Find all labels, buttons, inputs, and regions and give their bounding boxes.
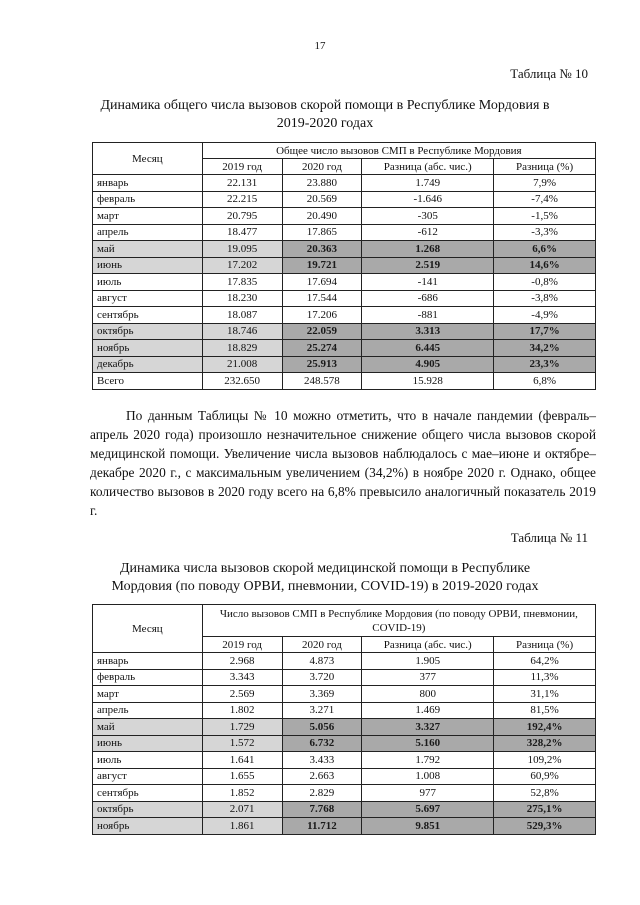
table11 xyxy=(92,604,596,835)
table-cell-pct: 192,4% xyxy=(494,719,596,736)
table-cell-month: август xyxy=(93,768,203,785)
table-cell-pct: 17,7% xyxy=(494,323,596,340)
table-cell-month: сентябрь xyxy=(93,307,203,324)
table-cell-y2019: 18.477 xyxy=(202,224,282,241)
table10-col-2020: 2020 год xyxy=(282,159,362,175)
table-cell-month: январь xyxy=(93,653,203,670)
table-cell-diff: 2.519 xyxy=(362,257,494,274)
table10-label: Таблица № 10 xyxy=(510,66,588,81)
table-cell-y2019: 22.131 xyxy=(202,175,282,192)
table-total-row xyxy=(93,373,596,390)
table-row xyxy=(93,290,596,307)
table-row xyxy=(93,785,596,802)
table-cell-pct: 109,2% xyxy=(494,752,596,769)
table-row xyxy=(93,307,596,324)
table-cell-month: октябрь xyxy=(93,323,203,340)
page-number: 17 xyxy=(314,40,326,52)
table-cell-diff: 6.445 xyxy=(362,340,494,357)
table-cell-y2020: 19.721 xyxy=(282,257,362,274)
table-cell-y2020: 6.732 xyxy=(282,735,362,752)
table-cell-y2020: 3.271 xyxy=(282,702,362,719)
table-cell-pct: -1,5% xyxy=(494,208,596,225)
table-cell-y2019: 2.071 xyxy=(202,801,282,818)
analysis-paragraph: По данным Таблицы № 10 можно отметить, что в начале пандемии (февраль–апрель 2020 года) произошло незначительное снижение общего числа вызовов скорой медицинской помощи. Увеличение числа вызовов наблюдалось с мае–июне и октябре–декабре 2020 г., с максимальным увеличением (34,2%) в ноябре 2020 г. Однако, общее количество вызовов в 2020 году всего на 6,8% превысило аналогичный показатель 2019 г. xyxy=(90,408,596,518)
table-cell-y2020: 17.544 xyxy=(282,290,362,307)
table-cell-y2019: 17.835 xyxy=(202,274,282,291)
table-cell-pct: 31,1% xyxy=(494,686,596,703)
table-cell-y2020: 3.369 xyxy=(282,686,362,703)
table-cell-month: февраль xyxy=(93,191,203,208)
table-cell-y2020: 17.694 xyxy=(282,274,362,291)
table-cell-y2019: 2.968 xyxy=(202,653,282,670)
table-cell-y2020: 4.873 xyxy=(282,653,362,670)
table-cell-y2020: 20.490 xyxy=(282,208,362,225)
table-cell-diff: -1.646 xyxy=(362,191,494,208)
table-row xyxy=(93,653,596,670)
table-cell-diff: -141 xyxy=(362,274,494,291)
table-cell-pct: 34,2% xyxy=(494,340,596,357)
table-cell-diff: -686 xyxy=(362,290,494,307)
table11-label: Таблица № 11 xyxy=(510,530,588,545)
table-cell-y2019: 1.641 xyxy=(202,752,282,769)
table-cell-y2019: 1.572 xyxy=(202,735,282,752)
total-cell-y2019: 232.650 xyxy=(202,373,282,390)
table10-col-2019: 2019 год xyxy=(202,159,282,175)
table-cell-diff: 1.905 xyxy=(362,653,494,670)
table-cell-y2019: 1.729 xyxy=(202,719,282,736)
table10 xyxy=(92,142,596,390)
table-cell-diff: 1.749 xyxy=(362,175,494,192)
table-cell-y2020: 11.712 xyxy=(282,818,362,835)
table-row xyxy=(93,208,596,225)
table-cell-y2019: 22.215 xyxy=(202,191,282,208)
table-cell-diff: -305 xyxy=(362,208,494,225)
table-row xyxy=(93,323,596,340)
table-cell-y2019: 3.343 xyxy=(202,669,282,686)
table-row xyxy=(93,752,596,769)
table-cell-y2019: 18.829 xyxy=(202,340,282,357)
table-cell-diff: 5.160 xyxy=(362,735,494,752)
total-cell-y2020: 248.578 xyxy=(282,373,362,390)
table-cell-y2020: 3.433 xyxy=(282,752,362,769)
table-cell-diff: 3.313 xyxy=(362,323,494,340)
table-cell-y2020: 25.274 xyxy=(282,340,362,357)
table-row xyxy=(93,175,596,192)
table-cell-month: декабрь xyxy=(93,356,203,373)
table-cell-pct: 52,8% xyxy=(494,785,596,802)
table-cell-month: июнь xyxy=(93,735,203,752)
table-cell-diff: 5.697 xyxy=(362,801,494,818)
total-cell-diff: 15.928 xyxy=(362,373,494,390)
table-cell-month: июнь xyxy=(93,257,203,274)
table-cell-pct: 81,5% xyxy=(494,702,596,719)
table-cell-y2020: 2.663 xyxy=(282,768,362,785)
table-cell-diff: 1.268 xyxy=(362,241,494,258)
table-row xyxy=(93,669,596,686)
table-row xyxy=(93,719,596,736)
table-cell-diff: -612 xyxy=(362,224,494,241)
table-cell-y2019: 18.230 xyxy=(202,290,282,307)
table-cell-pct: 14,6% xyxy=(494,257,596,274)
table-cell-month: май xyxy=(93,719,203,736)
table-cell-y2020: 20.569 xyxy=(282,191,362,208)
table-cell-month: январь xyxy=(93,175,203,192)
table11-body xyxy=(93,653,596,835)
table-cell-diff: 1.469 xyxy=(362,702,494,719)
table-cell-pct: 529,3% xyxy=(494,818,596,835)
table-row xyxy=(93,274,596,291)
table-row xyxy=(93,818,596,835)
table-cell-pct: -0,8% xyxy=(494,274,596,291)
table-cell-y2020: 20.363 xyxy=(282,241,362,258)
table11-col-diff: Разница (абс. чис.) xyxy=(362,637,494,653)
table-cell-y2019: 1.655 xyxy=(202,768,282,785)
table-row xyxy=(93,686,596,703)
table-cell-y2019: 17.202 xyxy=(202,257,282,274)
table-cell-pct: 64,2% xyxy=(494,653,596,670)
table-cell-diff: 1.792 xyxy=(362,752,494,769)
total-cell-pct: 6,8% xyxy=(494,373,596,390)
table-row xyxy=(93,768,596,785)
table-cell-diff: 4.905 xyxy=(362,356,494,373)
total-cell-month: Всего xyxy=(93,373,203,390)
table-cell-y2019: 1.861 xyxy=(202,818,282,835)
table-cell-y2020: 17.865 xyxy=(282,224,362,241)
table-cell-y2020: 23.880 xyxy=(282,175,362,192)
table-cell-pct: 60,9% xyxy=(494,768,596,785)
table-cell-pct: 23,3% xyxy=(494,356,596,373)
table-cell-month: август xyxy=(93,290,203,307)
table-cell-month: апрель xyxy=(93,224,203,241)
table-cell-pct: 275,1% xyxy=(494,801,596,818)
table-cell-y2020: 22.059 xyxy=(282,323,362,340)
table10-body xyxy=(93,175,596,390)
table-row xyxy=(93,191,596,208)
table-cell-y2019: 2.569 xyxy=(202,686,282,703)
table-cell-y2019: 1.852 xyxy=(202,785,282,802)
table-cell-diff: 977 xyxy=(362,785,494,802)
table-cell-pct: 7,9% xyxy=(494,175,596,192)
table-cell-pct: -7,4% xyxy=(494,191,596,208)
table-cell-pct: -3,3% xyxy=(494,224,596,241)
table-cell-diff: 3.327 xyxy=(362,719,494,736)
table-row xyxy=(93,224,596,241)
table-row xyxy=(93,735,596,752)
table10-group-header: Общее число вызовов СМП в Республике Мордовия xyxy=(202,143,595,159)
table11-group-header: Число вызовов СМП в Республике Мордовия (по поводу ОРВИ, пневмонии, COVID-19) xyxy=(202,605,595,637)
table-cell-month: май xyxy=(93,241,203,258)
table-row xyxy=(93,340,596,357)
table11-col-2019: 2019 год xyxy=(202,637,282,653)
table-cell-month: июль xyxy=(93,274,203,291)
table-cell-month: июль xyxy=(93,752,203,769)
table11-col-2020: 2020 год xyxy=(282,637,362,653)
table10-title: Динамика общего числа вызовов скорой помощи в Республике Мордовия в 2019-2020 годах xyxy=(100,98,550,131)
table-cell-y2020: 7.768 xyxy=(282,801,362,818)
table-cell-month: март xyxy=(93,208,203,225)
table-cell-pct: 6,6% xyxy=(494,241,596,258)
table11-month-header: Месяц xyxy=(93,605,203,653)
table-row xyxy=(93,257,596,274)
table-cell-y2019: 21.008 xyxy=(202,356,282,373)
table-cell-pct: -3,8% xyxy=(494,290,596,307)
table-cell-y2019: 20.795 xyxy=(202,208,282,225)
table-cell-month: октябрь xyxy=(93,801,203,818)
table-cell-y2020: 25.913 xyxy=(282,356,362,373)
table-cell-diff: 9.851 xyxy=(362,818,494,835)
table10-col-diff: Разница (абс. чис.) xyxy=(362,159,494,175)
table-cell-month: ноябрь xyxy=(93,818,203,835)
table10-month-header: Месяц xyxy=(93,143,203,175)
table-cell-y2019: 19.095 xyxy=(202,241,282,258)
table11-col-pct: Разница (%) xyxy=(494,637,596,653)
table-row xyxy=(93,702,596,719)
table-cell-diff: 377 xyxy=(362,669,494,686)
table-cell-pct: -4,9% xyxy=(494,307,596,324)
table-cell-month: февраль xyxy=(93,669,203,686)
table-cell-y2019: 18.746 xyxy=(202,323,282,340)
table-cell-y2020: 2.829 xyxy=(282,785,362,802)
table-cell-pct: 11,3% xyxy=(494,669,596,686)
table-row xyxy=(93,241,596,258)
table-row xyxy=(93,801,596,818)
table-cell-diff: 800 xyxy=(362,686,494,703)
table-cell-y2019: 18.087 xyxy=(202,307,282,324)
table-cell-diff: 1.008 xyxy=(362,768,494,785)
table-cell-month: сентябрь xyxy=(93,785,203,802)
table-cell-diff: -881 xyxy=(362,307,494,324)
table-cell-y2020: 3.720 xyxy=(282,669,362,686)
table-cell-month: март xyxy=(93,686,203,703)
table11-title: Динамика числа вызовов скорой медицинской помощи в Республике Мордовия (по поводу ОРВИ, пневмонии, COVID-19) в 2019-2020 годах xyxy=(111,561,539,594)
table-row xyxy=(93,356,596,373)
table-cell-month: ноябрь xyxy=(93,340,203,357)
table10-col-pct: Разница (%) xyxy=(494,159,596,175)
table-cell-y2019: 1.802 xyxy=(202,702,282,719)
table-cell-y2020: 5.056 xyxy=(282,719,362,736)
table-cell-y2020: 17.206 xyxy=(282,307,362,324)
table-cell-month: апрель xyxy=(93,702,203,719)
table-cell-pct: 328,2% xyxy=(494,735,596,752)
